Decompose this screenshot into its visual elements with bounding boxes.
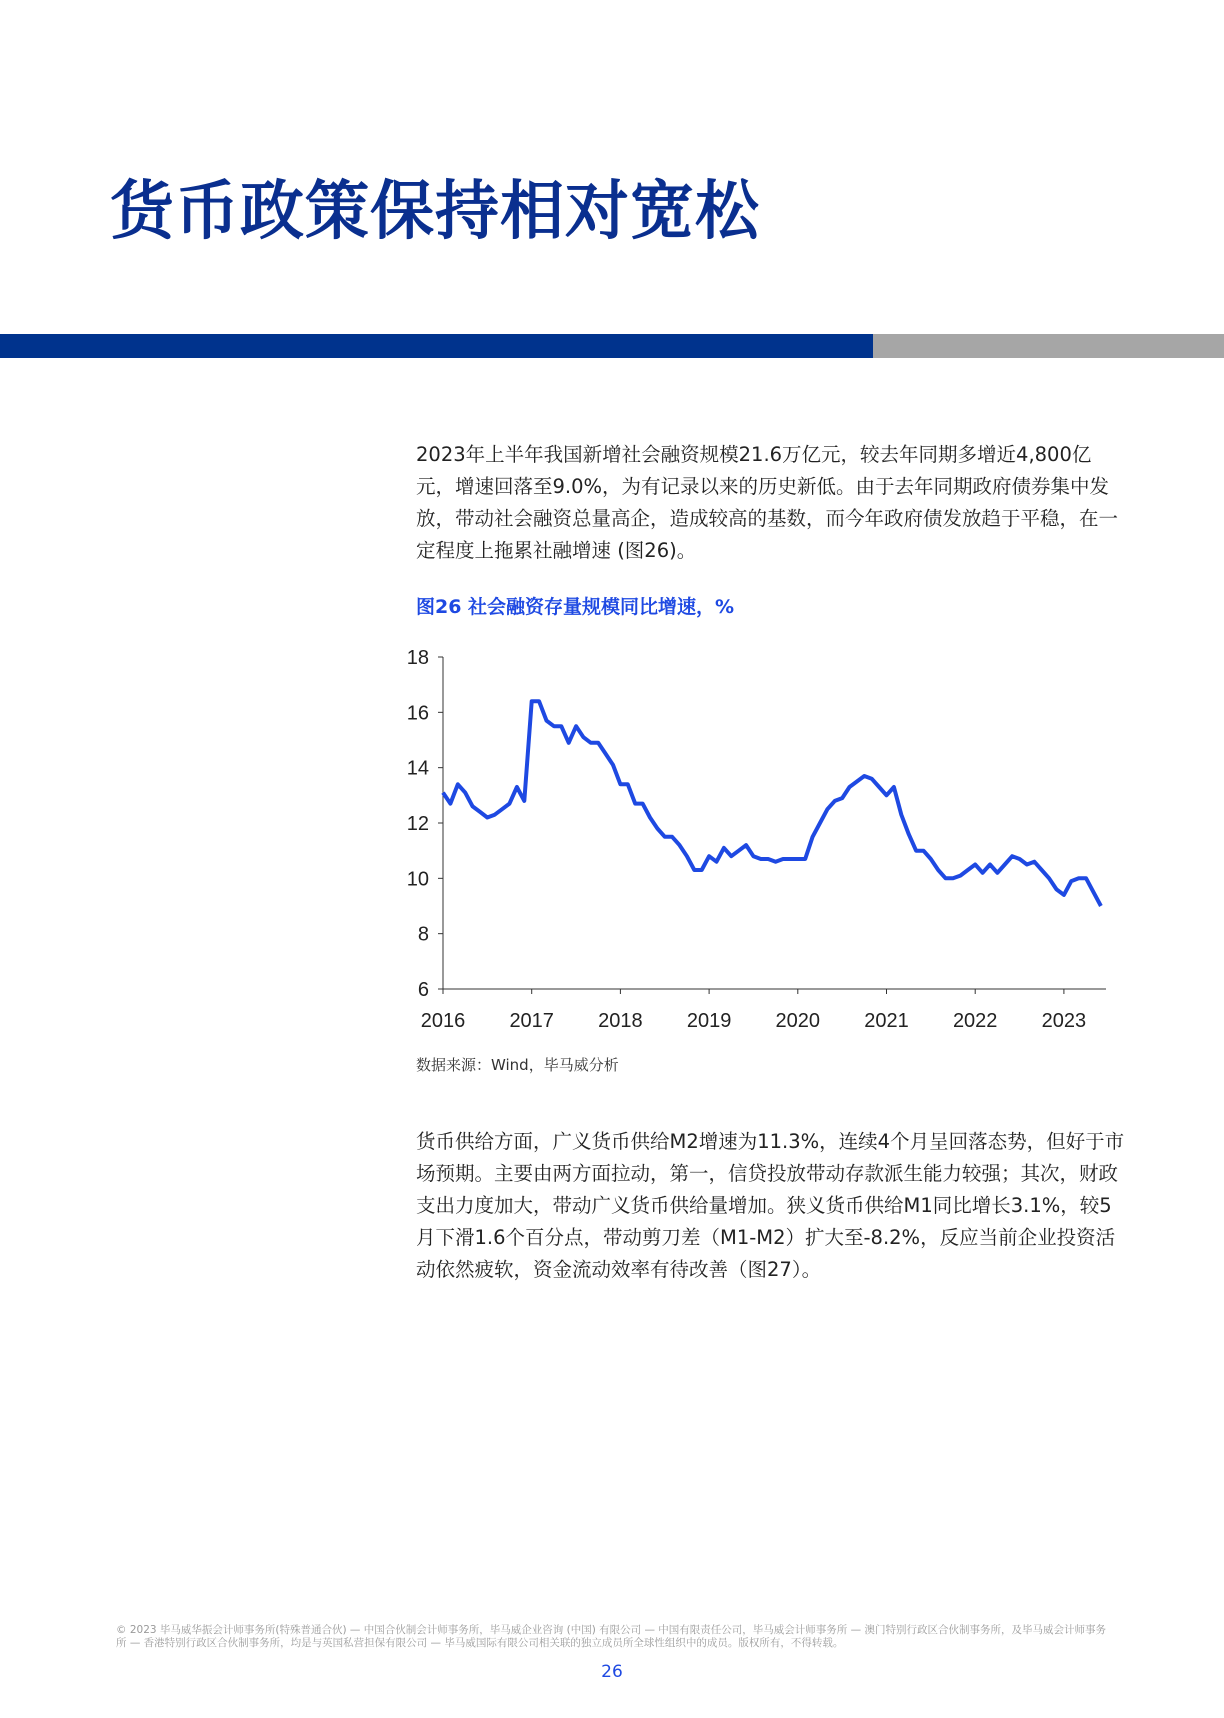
x-tick-label: 2020	[775, 1010, 821, 1032]
page-title: 货币政策保持相对宽松	[110, 175, 760, 249]
page-number: 26	[601, 1662, 623, 1682]
x-tick-label: 2016	[420, 1010, 466, 1032]
y-tick-label: 8	[417, 923, 429, 946]
y-tick-label: 14	[406, 757, 429, 780]
y-tick-label: 12	[406, 813, 429, 835]
figure-caption: 图26 社会融资存量规模同比增速，%	[416, 596, 735, 618]
y-tick-label: 18	[406, 647, 429, 669]
y-tick-label: 16	[406, 702, 429, 725]
footer-copyright: © 2023 毕马威华振会计师事务所(特殊普通合伙) — 中国合伙制会计师事务所，毕马威企业咨询 (中国) 有限公司 — 中国有限责任公司，毕马威会计师事务所 — 澳门特别行政区合伙制事务所，及毕马威会计师事务所 — 香港特别行政区合伙制事务所，均是与英国私营担保有限公司 — 毕马威国际有限公司相关联的独立成员所全球性组织中的成员。版权所有，不得转载。	[116, 1624, 1106, 1649]
y-tick-label: 10	[406, 868, 429, 891]
body-paragraph-2: 货币供给方面，广义货币供给M2增速为11.3%，连续4个月呈回落态势，但好于市场预期。主要由两方面拉动，第一，信贷投放带动存款派生能力较强；其次，财政支出力度加大，带动广义货币供给量增加。狭义货币供给M1同比增长3.1%，较5月下滑1.6个百分点，带动剪刀差（M1-M2）扩大至-8.2%，反应当前企业投资活动依然疲软，资金流动效率有待改善（图27）。	[416, 1130, 1125, 1281]
x-tick-label: 2019	[686, 1010, 732, 1032]
y-tick-label: 6	[417, 979, 429, 1001]
accent-bar-grey	[873, 334, 1224, 358]
body-paragraph-1: 2023年上半年我国新增社会融资规模21.6万亿元，较去年同期多增近4,800亿元，增速回落至9.0%，为有记录以来的历史新低。由于去年同期政府债券集中发放，带动社会融资总量高企，造成较高的基数，而今年政府债发放趋于平稳，在一定程度上拖累社融增速 (图26)。	[416, 443, 1119, 562]
accent-bar	[0, 334, 873, 358]
x-tick-label: 2021	[864, 1010, 909, 1032]
x-tick-label: 2023	[1041, 1010, 1087, 1032]
data-source: 数据来源：Wind，毕马威分析	[416, 1056, 619, 1074]
x-tick-label: 2022	[952, 1010, 998, 1032]
series-line	[443, 701, 1101, 906]
x-tick-label: 2018	[598, 1010, 643, 1032]
x-tick-label: 2017	[509, 1010, 554, 1032]
line-chart	[400, 640, 1120, 1040]
